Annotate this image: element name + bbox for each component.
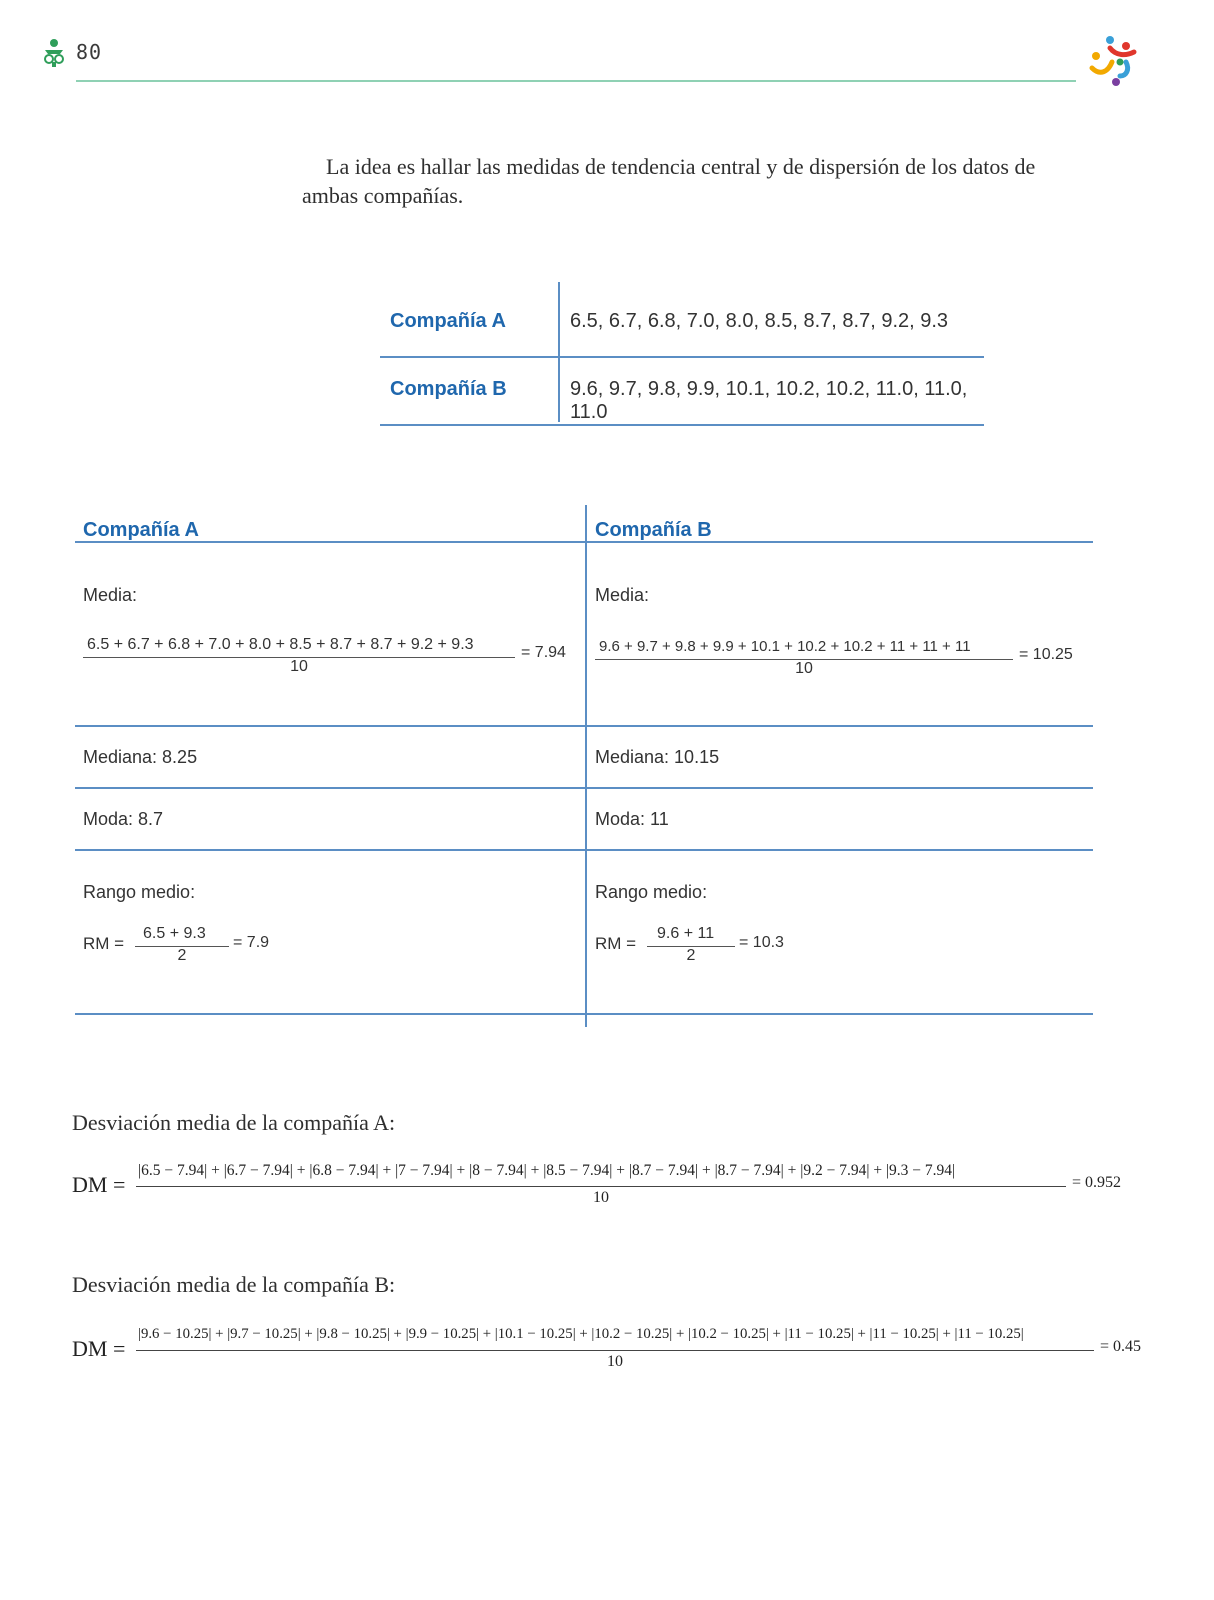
- dm-label-b: DM =: [72, 1336, 126, 1361]
- mean-denominator-a: 10: [290, 658, 308, 675]
- rm-result-a: = 7.9: [233, 934, 270, 951]
- data-row-values: 9.6, 9.7, 9.8, 9.9, 10.1, 10.2, 10.2, 11.0, 11.0, 11.0: [570, 378, 968, 423]
- midrange-label-a: Rango medio:: [83, 882, 196, 902]
- data-table: [380, 290, 984, 426]
- rm-numerator-a: 6.5 + 9.3: [143, 925, 206, 942]
- rm-denominator-b: 2: [686, 947, 696, 964]
- mean-numerator-b: 9.6 + 9.7 + 9.8 + 9.9 + 10.1 + 10.2 + 10.2 + 11 + 11 + 11: [599, 638, 971, 655]
- colorful-people-logo: [1086, 32, 1142, 88]
- data-row-values: 6.5, 6.7, 6.8, 7.0, 8.0, 8.5, 8.7, 8.7, 9.2, 9.3: [570, 310, 949, 332]
- mode-a: Moda: 8.7: [83, 809, 164, 829]
- stats-table: [75, 505, 1093, 1027]
- deviation-formula-a: [72, 1162, 1152, 1212]
- fraction-bar: [136, 1186, 1066, 1187]
- dm-label-a: DM =: [72, 1172, 126, 1197]
- deviation-title-b: Desviación media de la compañía B:: [72, 1272, 396, 1297]
- mean-label-b: Media:: [595, 585, 650, 605]
- dm-numerator-b: |9.6 − 10.25| + |9.7 − 10.25| + |9.8 − 10.25| + |9.9 − 10.25| + |10.1 − 10.25| + |10.2 − 10.25| + |10.2 − 10.25| + |11 − 10.25| + |11 − 10.25| + |11 − 10.25|: [138, 1326, 1024, 1342]
- stats-column-divider: [585, 505, 587, 1027]
- header-rule: [76, 80, 1076, 82]
- data-row: [380, 358, 984, 426]
- fraction-bar: [136, 1350, 1094, 1351]
- rm-numerator-b: 9.6 + 11: [657, 925, 715, 942]
- page-number: 80: [76, 40, 103, 64]
- stats-header-b: Compañía B: [595, 519, 712, 541]
- deviation-title-a: Desviación media de la compañía A:: [72, 1110, 396, 1135]
- stats-row-rule: [75, 725, 1093, 727]
- mean-result-a: = 7.94: [521, 644, 566, 661]
- dm-result-a: = 0.952: [1072, 1174, 1122, 1191]
- stats-header-rule: [75, 541, 1093, 543]
- stats-header-a: Compañía A: [83, 519, 199, 541]
- mean-label-a: Media:: [83, 585, 138, 605]
- data-row-company: Compañía B: [390, 378, 507, 400]
- stats-bottom-rule: [75, 1013, 1093, 1015]
- stats-row-rule: [75, 787, 1093, 789]
- mean-numerator-a: 6.5 + 6.7 + 6.8 + 7.0 + 8.0 + 8.5 + 8.7 + 8.7 + 9.2 + 9.3: [87, 636, 474, 653]
- mean-denominator-b: 10: [795, 660, 813, 677]
- dm-numerator-a: |6.5 − 7.94| + |6.7 − 7.94| + |6.8 − 7.94| + |7 − 7.94| + |8 − 7.94| + |8.5 − 7.94| + |8.7 − 7.94| + |8.7 − 7.94| + |9.2 − 7.94| + |9.3 − 7.94|: [138, 1162, 956, 1179]
- mean-result-b: = 10.25: [1019, 646, 1073, 663]
- mode-b: Moda: 11: [595, 809, 669, 829]
- rm-denominator-a: 2: [177, 947, 187, 964]
- deviation-formula-b: [72, 1326, 1172, 1376]
- green-figure-icon: [42, 38, 66, 68]
- rm-label-b: RM =: [595, 934, 637, 953]
- rm-result-b: = 10.3: [739, 934, 784, 951]
- dm-result-b: = 0.45: [1100, 1338, 1142, 1355]
- rm-label-a: RM =: [83, 934, 125, 953]
- dm-denominator-a: 10: [593, 1189, 609, 1206]
- intro-paragraph: La idea es hallar las medidas de tendencia central y de dispersión de los datos de ambas compañías.: [302, 154, 1036, 208]
- stats-row-rule: [75, 849, 1093, 851]
- data-row-company: Compañía A: [390, 310, 506, 332]
- median-b: Mediana: 10.15: [595, 747, 720, 767]
- median-a: Mediana: 8.25: [83, 747, 198, 767]
- dm-denominator-b: 10: [607, 1353, 623, 1370]
- midrange-label-b: Rango medio:: [595, 882, 708, 902]
- data-row: [380, 290, 984, 358]
